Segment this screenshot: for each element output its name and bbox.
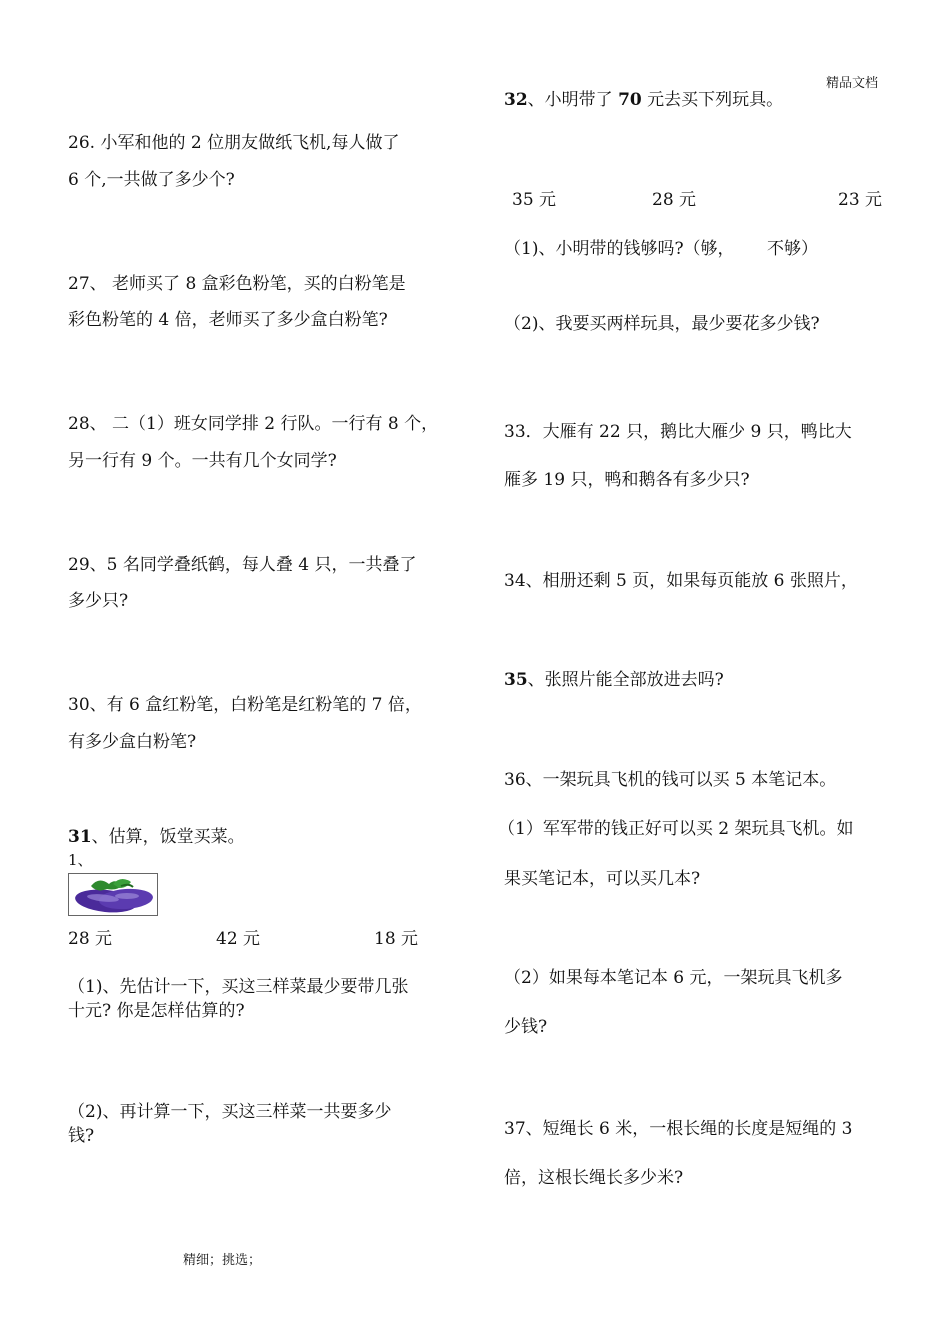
question-32-amount: 70	[618, 90, 642, 110]
question-37-line1: 37、短绳长 6 米，一根长绳的长度是短绳的 3	[504, 1119, 853, 1139]
question-27-line1: 27、 老师买了 8 盒彩色粉笔，买的白粉笔是	[68, 274, 406, 294]
question-27-line2: 彩色粉笔的 4 倍，老师买了多少盒白粉笔?	[68, 310, 388, 330]
eggplant-image	[68, 873, 158, 916]
question-36-part1-line1: （1）军军带的钱正好可以买 2 架玩具飞机。如	[498, 819, 854, 839]
question-32-part2: （2)、我要买两样玩具，最少要花多少钱?	[504, 314, 820, 334]
toy-price-2: 28 元	[652, 190, 697, 210]
question-31-title-text: 、估算，饭堂买菜。	[91, 827, 245, 847]
question-33-line1: 33．大雁有 22 只，鹅比大雁少 9 只，鸭比大	[504, 422, 852, 442]
question-31-sub: 1、	[68, 851, 93, 869]
question-32-text-a: 、小明带了	[527, 90, 619, 110]
question-33-line2: 雁多 19 只，鸭和鹅各有多少只?	[504, 470, 750, 490]
question-31-part1-line2: 十元? 你是怎样估算的?	[68, 1001, 245, 1021]
question-32-number: 32	[504, 90, 528, 110]
question-30-line1: 30、有 6 盒红粉笔，白粉笔是红粉笔的 7 倍，	[68, 695, 422, 715]
question-28-line2: 另一行有 9 个。一共有几个女同学?	[68, 451, 337, 471]
footer-label: 精细；挑选；	[183, 1253, 262, 1268]
question-31-title	[68, 826, 245, 848]
question-34-line1: 34、相册还剩 5 页，如果每页能放 6 张照片，	[504, 571, 858, 591]
question-36-line1: 36、一架玩具飞机的钱可以买 5 本笔记本。	[504, 770, 837, 790]
question-31-number: 31	[68, 827, 92, 847]
question-32-text-b: 元去买下列玩具。	[641, 90, 784, 110]
question-26-line2: 6 个,一共做了多少个?	[68, 170, 235, 190]
question-32-part1: （1)、小明带的钱够吗?（够， 不够）	[504, 239, 818, 259]
toy-price-1: 35 元	[512, 190, 557, 210]
question-35-text: 、张照片能全部放进去吗?	[527, 670, 724, 690]
question-26-line1: 26. 小军和他的 2 位朋友做纸飞机,每人做了	[68, 133, 400, 153]
question-32-title	[504, 89, 783, 111]
question-36-part2-line2: 少钱?	[504, 1017, 548, 1037]
question-35-number: 35	[504, 670, 528, 690]
eggplant-icon	[69, 874, 157, 915]
question-35-line	[504, 669, 724, 691]
toy-price-3: 23 元	[838, 190, 883, 210]
question-29-line2: 多少只?	[68, 591, 129, 611]
question-37-line2: 倍，这根长绳长多少米?	[504, 1168, 684, 1188]
food-price-3: 18 元	[374, 929, 419, 949]
header-label: 精品文档	[826, 76, 879, 91]
question-36-part2-line1: （2）如果每本笔记本 6 元，一架玩具飞机多	[504, 968, 843, 988]
question-31-part2-line2: 钱?	[68, 1126, 95, 1146]
question-29-line1: 29、5 名同学叠纸鹤，每人叠 4 只，一共叠了	[68, 555, 417, 575]
question-30-line2: 有多少盒白粉笔?	[68, 732, 197, 752]
question-31-part2-line1: （2)、再计算一下，买这三样菜一共要多少	[68, 1102, 392, 1122]
question-31-part1-line1: （1)、先估计一下，买这三样菜最少要带几张	[68, 977, 409, 997]
food-price-2: 42 元	[216, 929, 261, 949]
food-price-1: 28 元	[68, 929, 113, 949]
question-36-part1-line2: 果买笔记本，可以买几本?	[504, 869, 701, 889]
question-28-line1: 28、 二（1）班女同学排 2 行队。一行有 8 个，	[68, 414, 439, 434]
